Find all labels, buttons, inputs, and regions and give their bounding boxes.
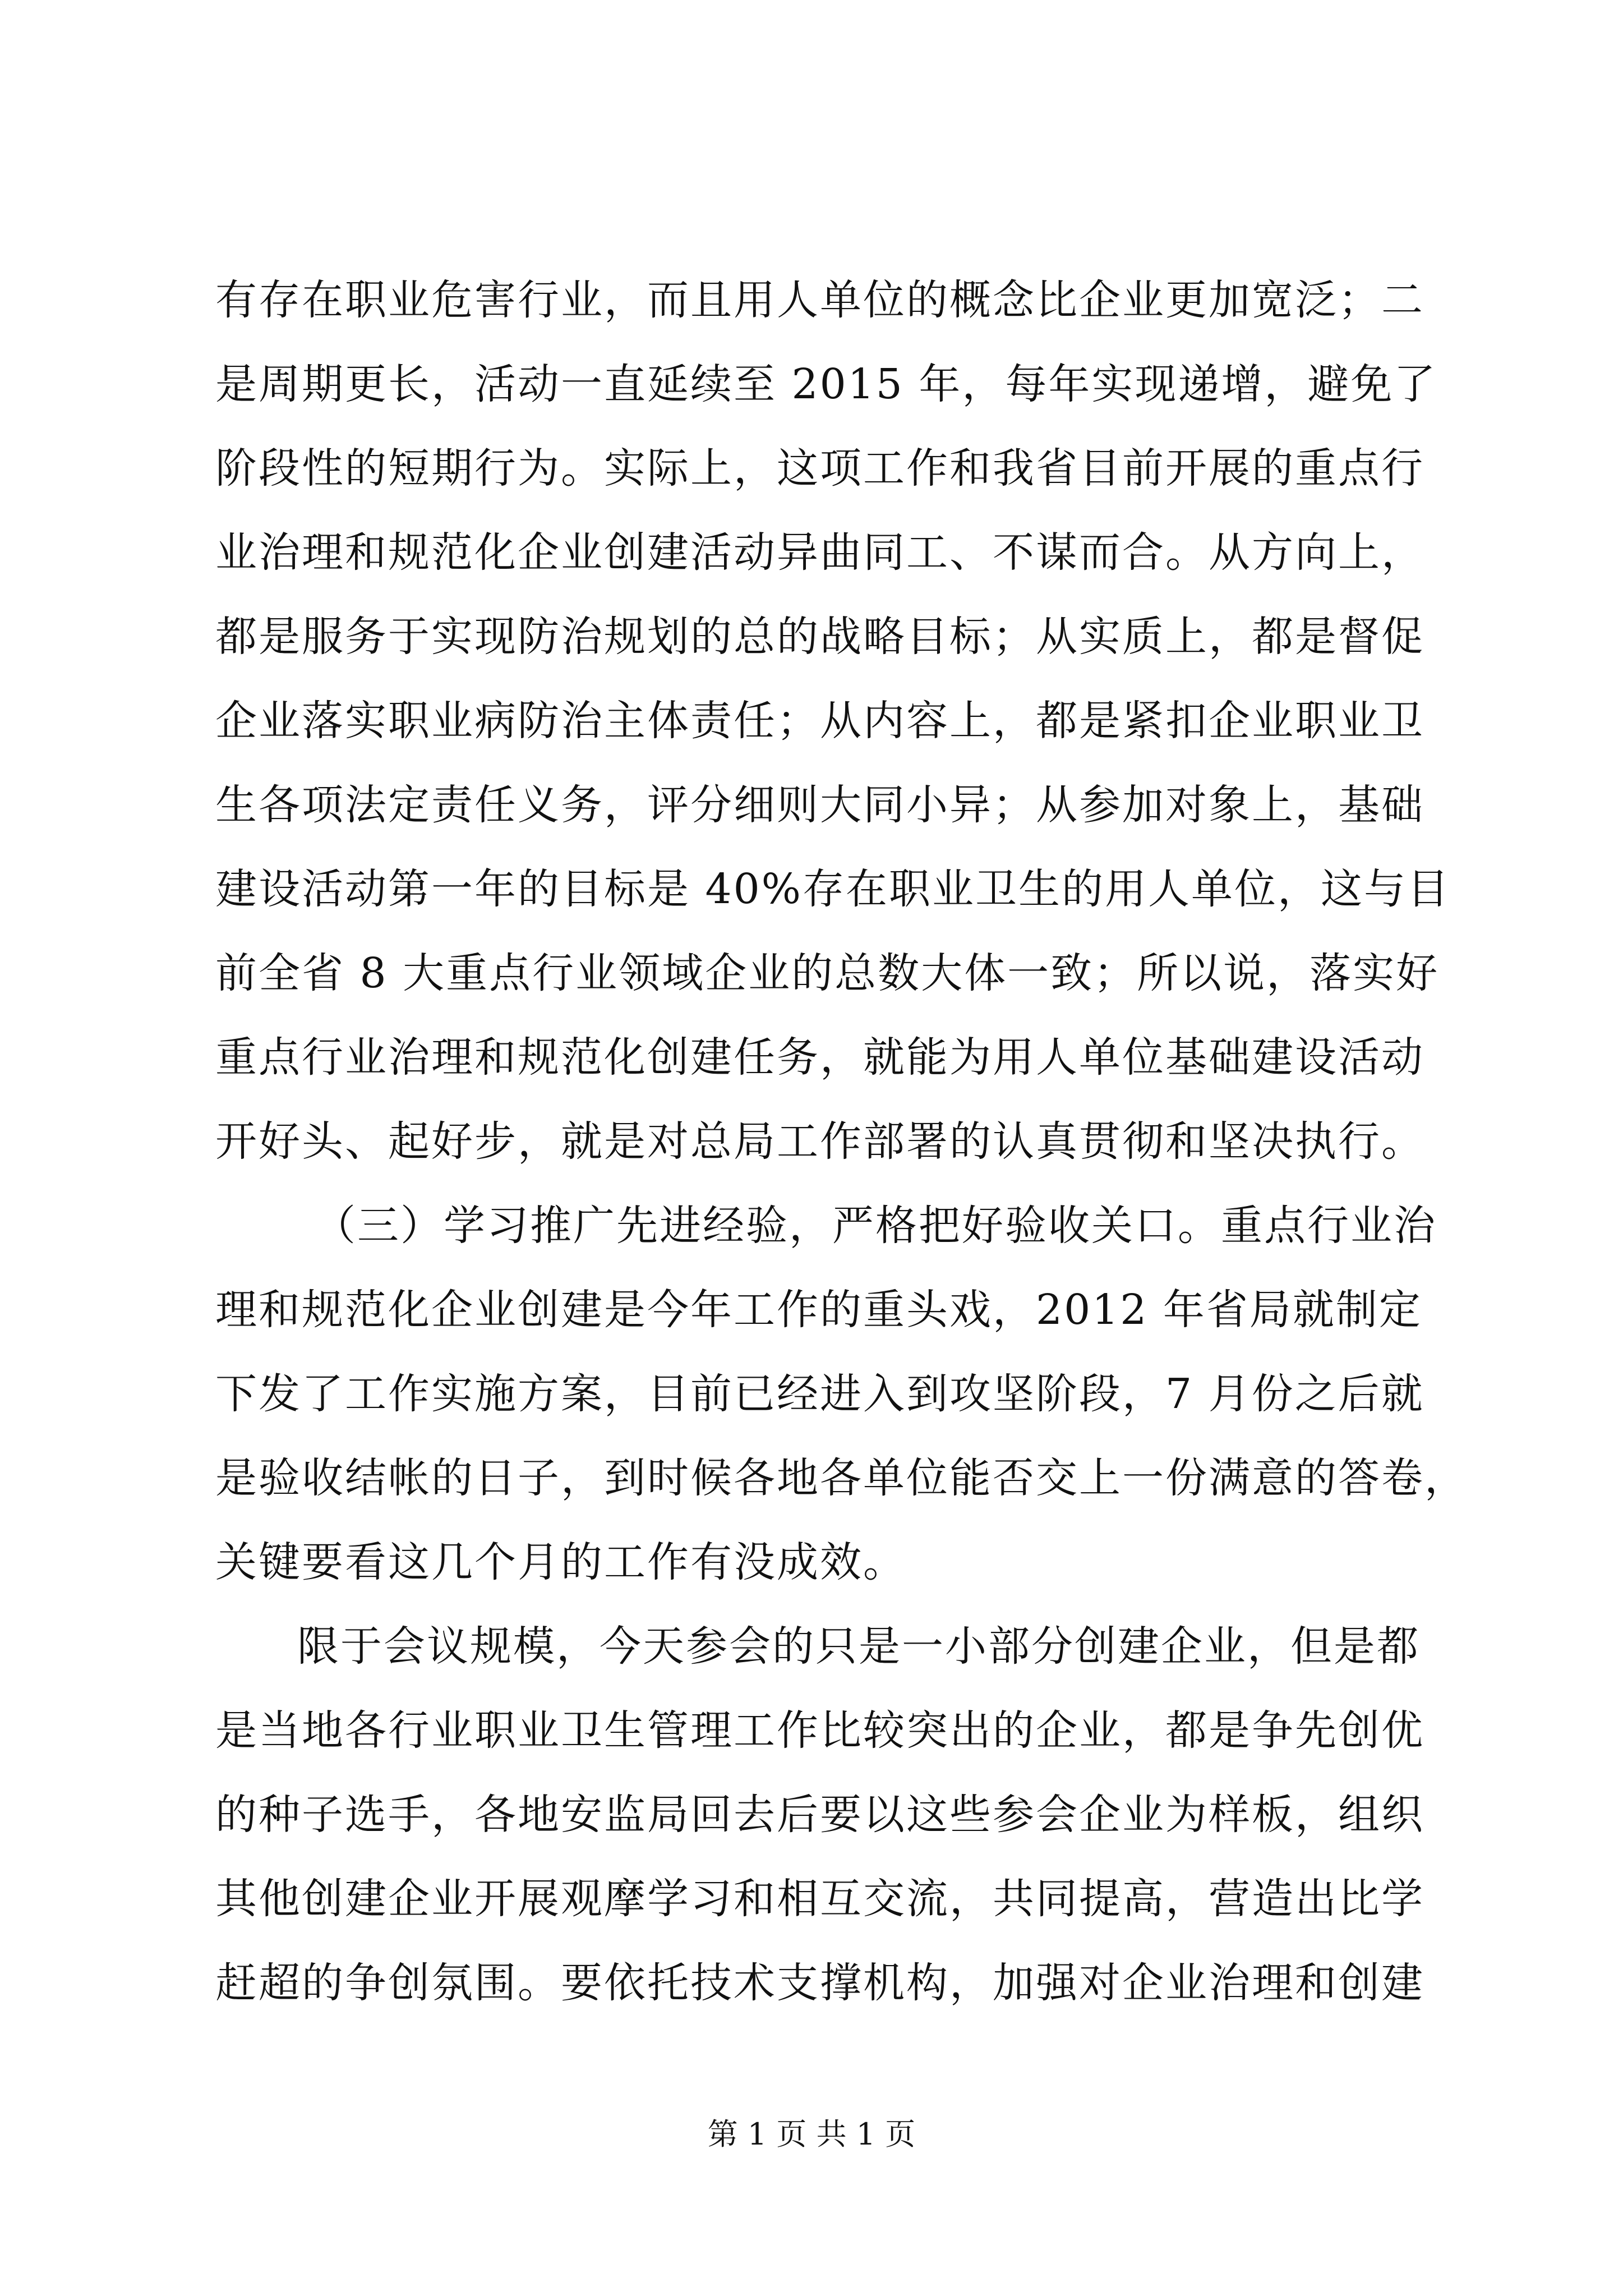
text-line: 其他创建企业开展观摩学习和相互交流，共同提高，营造出比学 [215, 1875, 1424, 1923]
text-line: 理和规范化企业创建是今年工作的重头戏，2012 年省局就制定 [215, 1286, 1422, 1334]
paragraph-start-line: 限于会议规模，今天参会的只是一小部分创建企业，但是都 [297, 1622, 1420, 1671]
text-line: 阶段性的短期行为。实际上，这项工作和我省目前开展的重点行 [215, 444, 1424, 493]
text-line: 建设活动第一年的目标是 40%存在职业卫生的用人单位，这与目 [215, 865, 1450, 913]
text-line: 关键要看这几个月的工作有没成效。 [215, 1538, 906, 1586]
section-heading-line: （三）学习推广先进经验，严格把好验收关口。重点行业治 [314, 1202, 1437, 1250]
text-line: 生各项法定责任义务，评分细则大同小异；从参加对象上，基础 [215, 781, 1424, 829]
text-line: 重点行业治理和规范化创建任务，就能为用人单位基础建设活动 [215, 1033, 1424, 1082]
text-line: 有存在职业危害行业，而且用人单位的概念比企业更加宽泛；二 [215, 276, 1424, 324]
text-line: 是当地各行业职业卫生管理工作比较突出的企业，都是争先创优 [215, 1706, 1424, 1755]
text-line: 业治理和规范化企业创建活动异曲同工、不谋而合。从方向上， [215, 528, 1424, 577]
page-footer: 第 1 页 共 1 页 [707, 2116, 916, 2152]
text-line: 开好头、起好步，就是对总局工作部署的认真贯彻和坚决执行。 [215, 1117, 1424, 1166]
text-line: 企业落实职业病防治主体责任；从内容上，都是紧扣企业职业卫 [215, 697, 1424, 745]
text-line: 的种子选手，各地安监局回去后要以这些参会企业为样板，组织 [215, 1791, 1424, 1839]
text-line: 都是服务于实现防治规划的总的战略目标；从实质上，都是督促 [215, 613, 1424, 661]
text-line: 是周期更长，活动一直延续至 2015 年，每年实现递增，避免了 [215, 360, 1437, 408]
text-line: 是验收结帐的日子，到时候各地各单位能否交上一份满意的答卷， [215, 1454, 1468, 1502]
text-line: 前全省 8 大重点行业领域企业的总数大体一致；所以说，落实好 [215, 949, 1440, 997]
text-line: 下发了工作实施方案，目前已经进入到攻坚阶段，7 月份之后就 [215, 1370, 1424, 1418]
text-line: 赶超的争创氛围。要依托技术支撑机构，加强对企业治理和创建 [215, 1959, 1424, 2007]
